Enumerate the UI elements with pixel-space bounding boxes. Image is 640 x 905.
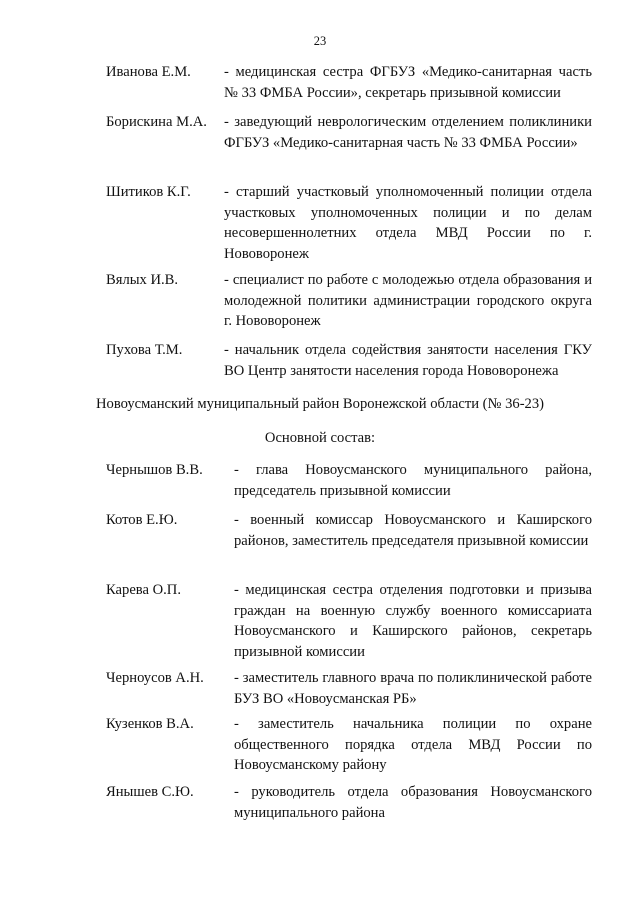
member-entry [106, 460, 592, 501]
member-entry [106, 62, 592, 103]
member-name: Чернышов В.В. [106, 462, 203, 478]
member-entry [106, 714, 592, 776]
member-role: - старший участковый уполномоченный полиции отдела участковых уполномоченных полиции и по делам несовершеннолетних отдела МВД России по г. Нововоронеж [224, 184, 592, 262]
member-name: Вялых И.В. [106, 272, 179, 288]
member-role: - заведующий неврологическим отделением поликлиники ФГБУЗ «Медико-санитарная часть № 33 ФМБА России» [224, 114, 592, 151]
member-name: Черноусов А.Н. [106, 670, 204, 686]
member-name: Шитиков К.Г. [106, 184, 191, 200]
member-entry [106, 270, 592, 332]
district-heading: Новоусманский муниципальный район Воронежской области (№ 36-23) [95, 396, 545, 412]
member-role: - глава Новоусманского муниципального района, председатель призывной комиссии [234, 462, 592, 499]
member-entry [106, 112, 592, 153]
member-name: Котов Е.Ю. [106, 512, 178, 528]
member-name: Карева О.П. [106, 582, 181, 598]
member-entry [106, 668, 592, 709]
member-name: Борискина М.А. [106, 114, 207, 130]
member-name: Янышев С.Ю. [106, 784, 194, 800]
member-name: Кузенков В.А. [106, 716, 194, 732]
member-role: - начальник отдела содействия занятости населения ГКУ ВО Центр занятости населения города Нововоронежа [224, 342, 592, 379]
member-role: - заместитель начальника полиции по охране общественного порядка отдела МВД России по Новоусманскому району [234, 716, 592, 773]
page-number: 23 [313, 34, 327, 48]
member-role: - руководитель отдела образования Новоусманского муниципального района [234, 784, 592, 821]
composition-heading: Основной состав: [264, 430, 376, 446]
member-name: Пухова Т.М. [106, 342, 183, 358]
member-role: - военный комиссар Новоусманского и Каширского районов, заместитель председателя призывной комиссии [234, 512, 592, 549]
member-entry [106, 580, 592, 662]
member-name: Иванова Е.М. [106, 64, 191, 80]
member-role: - специалист по работе с молодежью отдела образования и молодежной политики администрации городского округа г. Нововоронеж [224, 272, 592, 329]
member-entry [106, 782, 592, 823]
member-entry [106, 340, 592, 381]
member-role: - медицинская сестра отделения подготовки и призыва граждан на военную службу военного комиссариата Новоусманского и Каширского районов, секретарь призывной комиссии [234, 582, 592, 660]
member-entry [106, 182, 592, 264]
member-role: - медицинская сестра ФГБУЗ «Медико-санитарная часть № 33 ФМБА России», секретарь призывной комиссии [224, 64, 592, 101]
member-entry [106, 510, 592, 551]
member-role: - заместитель главного врача по поликлинической работе БУЗ ВО «Новоусманская РБ» [234, 670, 592, 707]
